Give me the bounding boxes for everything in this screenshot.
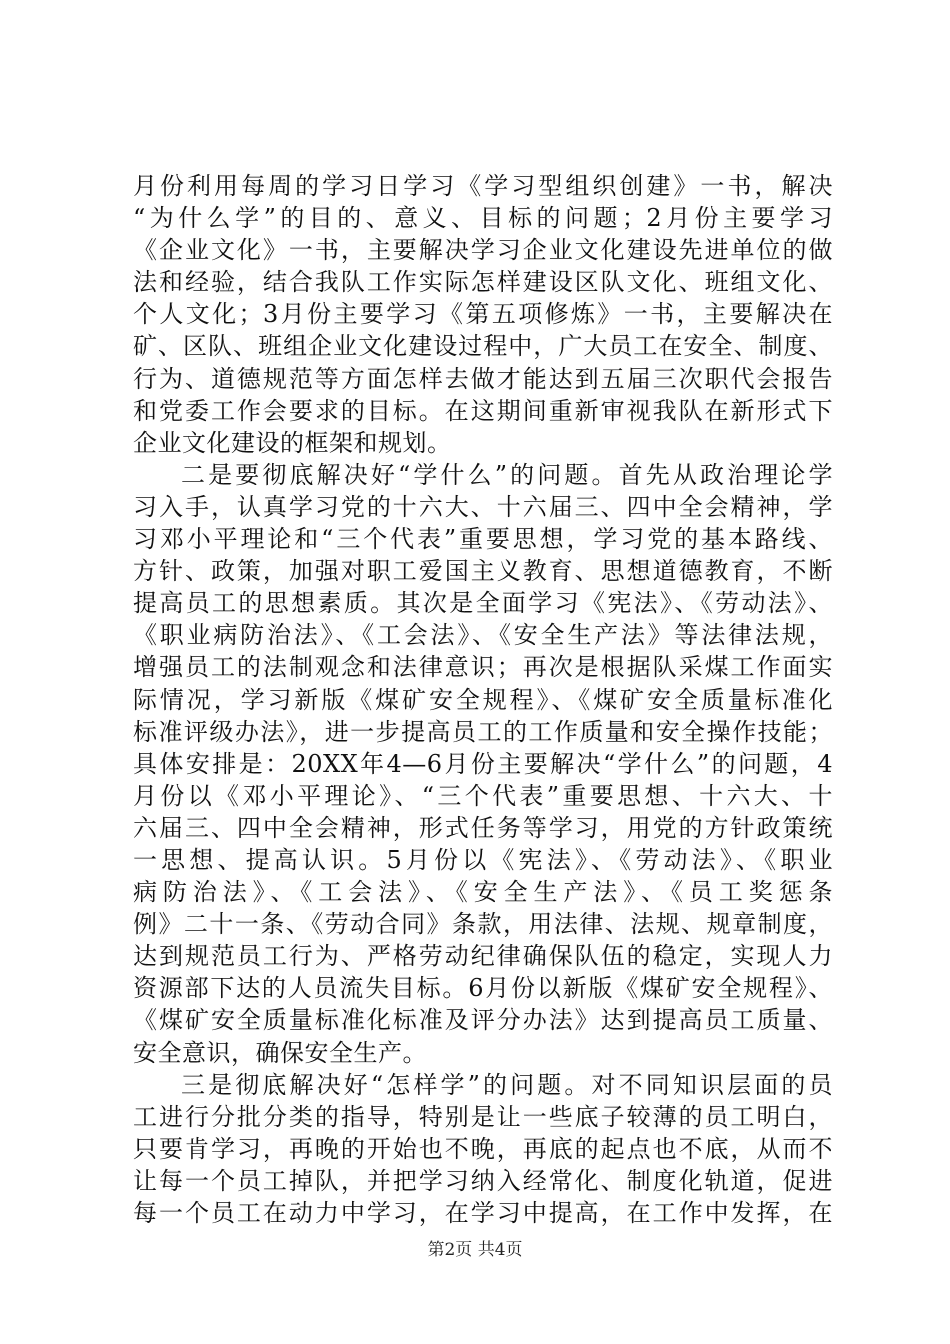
paragraph [133,170,833,459]
text-line: 三是彻底解决好“怎样学”的问题。对不同知识层面的员 [181,1070,833,1099]
text-line: 安全意识，确保安全生产。 [133,1038,427,1067]
text-line: 《企业文化》一书，主要解决学习企业文化建设先进单位的做 [133,236,833,265]
text-line: 企业文化建设的框架和规划。 [133,428,452,457]
text-line: 际情况，学习新版《煤矿安全规程》、《煤矿安全质量标准化 [133,685,833,714]
text-line: 月份以《邓小平理论》、“三个代表”重要思想、十六大、十 [133,781,833,810]
text-line: 《职业病防治法》、《工会法》、《安全生产法》等法律法规， [133,621,833,650]
text-line: 具体安排是：20XX年4—6月份主要解决“学什么”的问题，4 [133,749,833,778]
text-line: 矿、区队、班组企业文化建设过程中，广大员工在安全、制度、 [133,332,833,361]
text-line: 行为、道德规范等方面怎样去做才能达到五届三次职代会报告 [133,364,833,393]
paragraph [133,459,833,1069]
text-line: “为什么学”的目的、意义、目标的问题；2月份主要学习 [133,204,833,233]
text-line: 例》二十一条、《劳动合同》条款，用法律、法规、规章制度， [133,910,833,939]
text-line: 《煤矿安全质量标准化标准及评分办法》达到提高员工质量、 [133,1006,833,1035]
text-line: 标准评级办法》，进一步提高员工的工作质量和安全操作技能； [133,717,833,746]
text-line: 每一个员工在动力中学习，在学习中提高，在工作中发挥，在 [133,1199,833,1227]
text-line: 达到规范员工行为、严格劳动纪律确保队伍的稳定，实现人力 [133,942,833,971]
text-line: 只要肯学习，再晚的开始也不晚，再底的起点也不底，从而不 [133,1134,833,1163]
text-line: 提高员工的思想素质。其次是全面学习《宪法》、《劳动法》、 [133,589,833,618]
text-line: 习入手，认真学习党的十六大、十六届三、四中全会精神，学 [133,492,833,521]
text-line: 习邓小平理论和“三个代表”重要思想，学习党的基本路线、 [133,525,833,554]
text-line: 六届三、四中全会精神，形式任务等学习，用党的方针政策统 [133,813,833,842]
text-line: 个人文化；3月份主要学习《第五项修炼》一书，主要解决在 [133,300,833,329]
text-line: 资源部下达的人员流失目标。6月份以新版《煤矿安全规程》、 [133,974,833,1003]
text-line: 一思想、提高认识。5月份以《宪法》、《劳动法》、《职业 [133,845,833,874]
paragraph [133,1069,833,1229]
text-line: 病防治法》、《工会法》、《安全生产法》、《员工奖惩条 [133,878,833,907]
page-footer: 第2页 共4页 [427,1240,523,1260]
text-line: 方针、政策，加强对职工爱国主义教育、思想道德教育，不断 [133,557,833,586]
text-line: 法和经验，结合我队工作实际怎样建设区队文化、班组文化、 [133,268,833,297]
text-line: 和党委工作会要求的目标。在这期间重新审视我队在新形式下 [133,396,833,425]
text-line: 增强员工的法制观念和法律意识；再次是根据队采煤工作面实 [133,653,833,682]
text-line: 工进行分批分类的指导，特别是让一些底子较薄的员工明白， [133,1102,833,1131]
document-body [133,170,833,1229]
text-line: 让每一个员工掉队，并把学习纳入经常化、制度化轨道，促进 [133,1166,833,1195]
text-line: 月份利用每周的学习日学习《学习型组织创建》一书，解决 [133,172,833,200]
text-line: 二是要彻底解决好“学什么”的问题。首先从政治理论学 [181,460,833,489]
